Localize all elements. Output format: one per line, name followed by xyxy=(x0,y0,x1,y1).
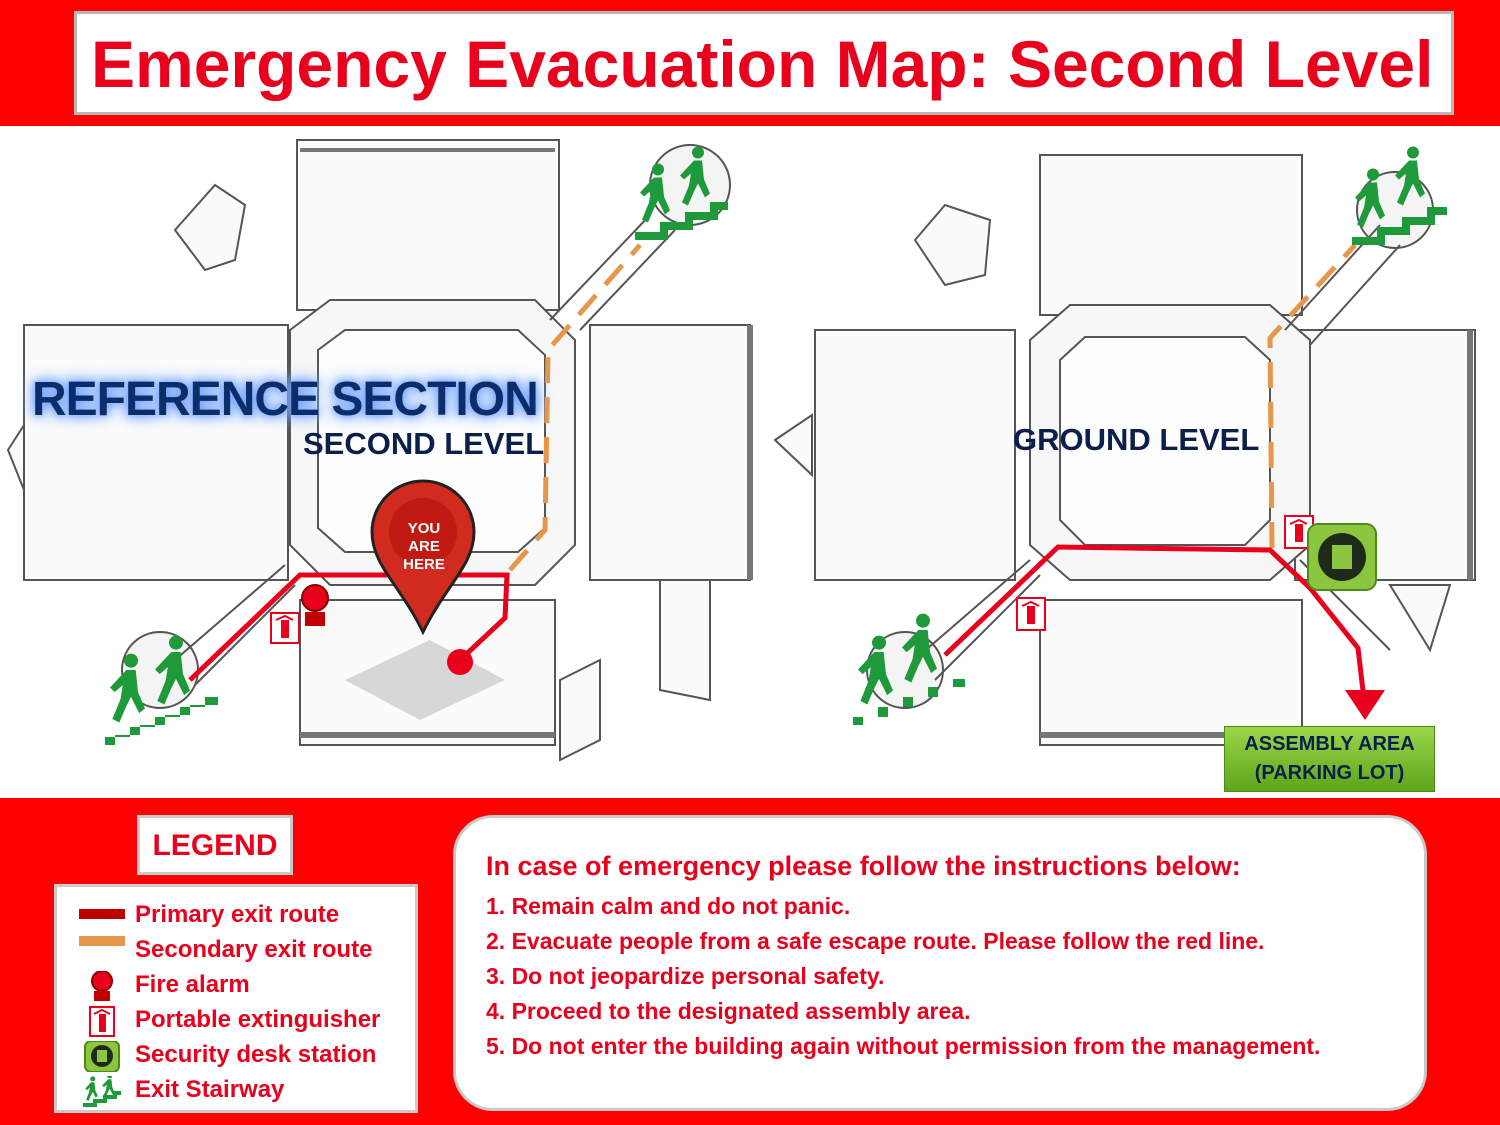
legend-item-secondary-route xyxy=(57,934,417,969)
reference-section-label: REFERENCE SECTION xyxy=(32,373,538,426)
title-box xyxy=(74,11,1454,115)
legend-item-security-desk xyxy=(57,1039,417,1074)
instruction-item: 4. Proceed to the designated assembly area. xyxy=(486,998,971,1024)
page-title: Emergency Evacuation Map: Second Level xyxy=(91,27,1434,101)
extinguisher-icon-map-left xyxy=(271,613,299,643)
security-desk-icon xyxy=(77,1041,127,1072)
you-are-here-line-1: YOU xyxy=(407,520,441,537)
you-are-here-line-3: HERE xyxy=(403,556,445,573)
you-are-here-line-2: ARE xyxy=(408,538,440,555)
assembly-area-line-2: (PARKING LOT) xyxy=(1254,762,1405,784)
legend-item-exit-stairway xyxy=(57,1074,417,1109)
legend-title: LEGEND xyxy=(152,829,278,862)
legend-label: Primary exit route xyxy=(135,901,340,928)
legend-title-box xyxy=(137,815,293,875)
security-desk-icon-map xyxy=(1308,524,1376,590)
fire-alarm-icon-map xyxy=(302,585,328,626)
extinguisher-icon xyxy=(77,1006,127,1037)
instruction-item: 1. Remain calm and do not panic. xyxy=(486,893,851,919)
assembly-arrow xyxy=(1345,690,1385,720)
legend-item-primary-route xyxy=(57,899,417,934)
legend-label: Exit Stairway xyxy=(135,1076,285,1103)
legend xyxy=(54,884,418,1113)
legend-item-extinguisher xyxy=(57,1004,417,1039)
legend-label: Security desk station xyxy=(135,1041,377,1068)
assembly-area-badge xyxy=(1224,726,1435,792)
map-area xyxy=(0,126,1500,798)
exit-stairway-icon xyxy=(77,1076,127,1107)
instruction-item: 5. Do not enter the building again without permission from the management. xyxy=(486,1033,1321,1059)
secondary-route-line-icon xyxy=(77,936,127,967)
ground-level-label: GROUND LEVEL xyxy=(1013,422,1260,457)
legend-label: Portable extinguisher xyxy=(135,1006,381,1033)
primary-route-line-icon xyxy=(77,901,127,932)
floor-plans xyxy=(0,126,1500,798)
instructions-heading: In case of emergency please follow the instructions below: xyxy=(486,851,1241,881)
fire-alarm-icon xyxy=(77,971,127,1002)
legend-label: Fire alarm xyxy=(135,971,250,998)
legend-item-fire-alarm xyxy=(57,969,417,1004)
you-are-here-label xyxy=(393,520,455,574)
second-level-label: SECOND LEVEL xyxy=(303,426,545,461)
instruction-item: 3. Do not jeopardize personal safety. xyxy=(486,963,885,989)
extinguisher-icon-map-right-1 xyxy=(1017,598,1045,630)
instruction-item: 2. Evacuate people from a safe escape route. Please follow the red line. xyxy=(486,928,1265,954)
legend-label: Secondary exit route xyxy=(135,936,373,963)
assembly-area-line-1: ASSEMBLY AREA xyxy=(1244,733,1415,755)
instructions-panel xyxy=(453,815,1427,1111)
